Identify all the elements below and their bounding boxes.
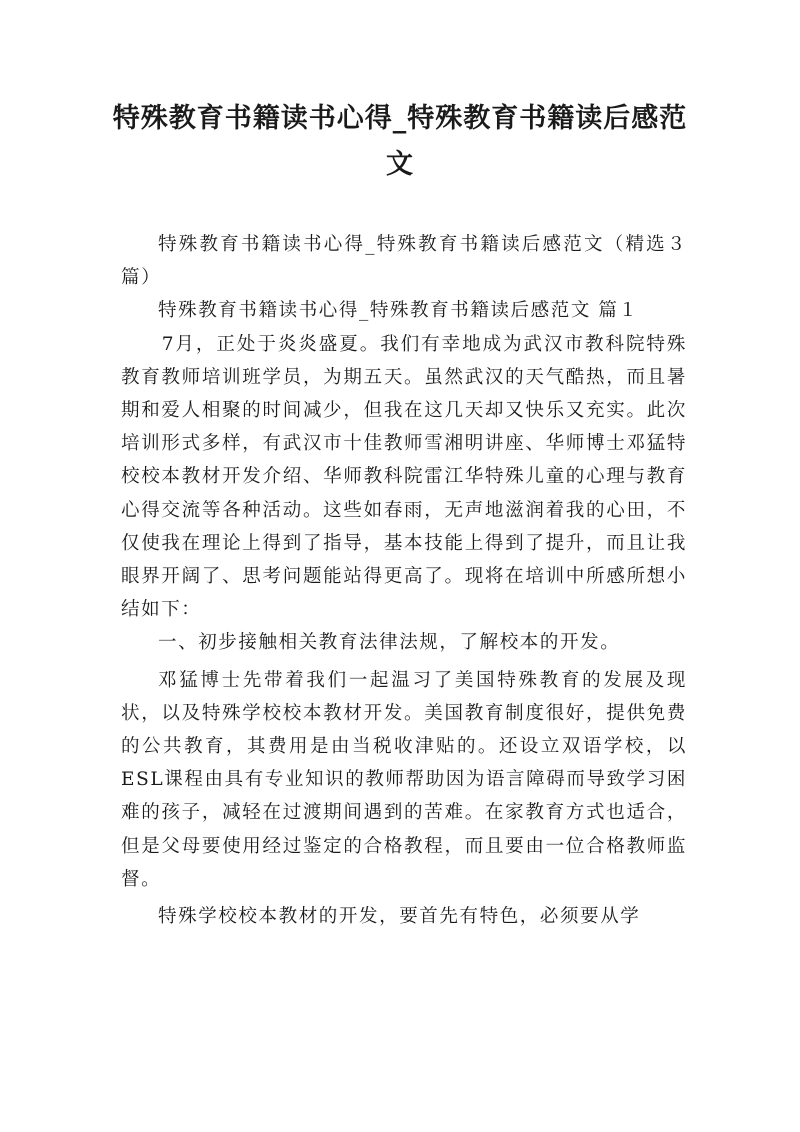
document-title: 特殊教育书籍读书心得_特殊教育书籍读后感范文 xyxy=(112,103,688,180)
document-body xyxy=(121,228,687,933)
paragraph-intro: 特殊教育书籍读书心得_特殊教育书籍读后感范文（精选３篇） xyxy=(121,234,687,289)
paragraph-body: 7月，正处于炎炎盛夏。我们有幸地成为武汉市教科院特殊教育教师培训班学员，为期五天。虽然武汉的天气酷热，而且暑期和爱人相聚的时间减少，但我在这几天却又快乐又充实。此次培训形式多样，有武汉市十佳教师雪湘明讲座、华师博士邓猛特校校本教材开发介绍、华师教科院雷江华特殊儿童的心理与教育心得交流等各种活动。这些如春雨，无声地滋润着我的心田，不仅使我在理论上得到了指导，基本技能上得到了提升，而且让我眼界开阔了、思考问题能站得更高了。现将在培训中所感所想小结如下： xyxy=(121,333,687,621)
paragraph-body: 特殊学校校本教材的开发，要首先有特色，必须要从学 xyxy=(158,906,641,928)
paragraph-subheading: 一、初步接触相关教育法律法规，了解校本的开发。 xyxy=(158,632,621,654)
paragraph-body: 邓猛博士先带着我们一起温习了美国特殊教育的发展及现状，以及特殊学校校本教材开发。美国教育制度很好，提供免费的公共教育，其费用是由当税收津贴的。还设立双语学校，以ESL课程由具有专业知识的教师帮助因为语言障碍而导致学习困难的孩子，减轻在过渡期间遇到的苦难。在家教育方式也适合，但是父母要使用经过鉴定的合格教程，而且要由一位合格教师监督。 xyxy=(121,669,687,890)
paragraph-section-heading: 特殊教育书籍读书心得_特殊教育书籍读后感范文 篇１ xyxy=(158,300,639,322)
